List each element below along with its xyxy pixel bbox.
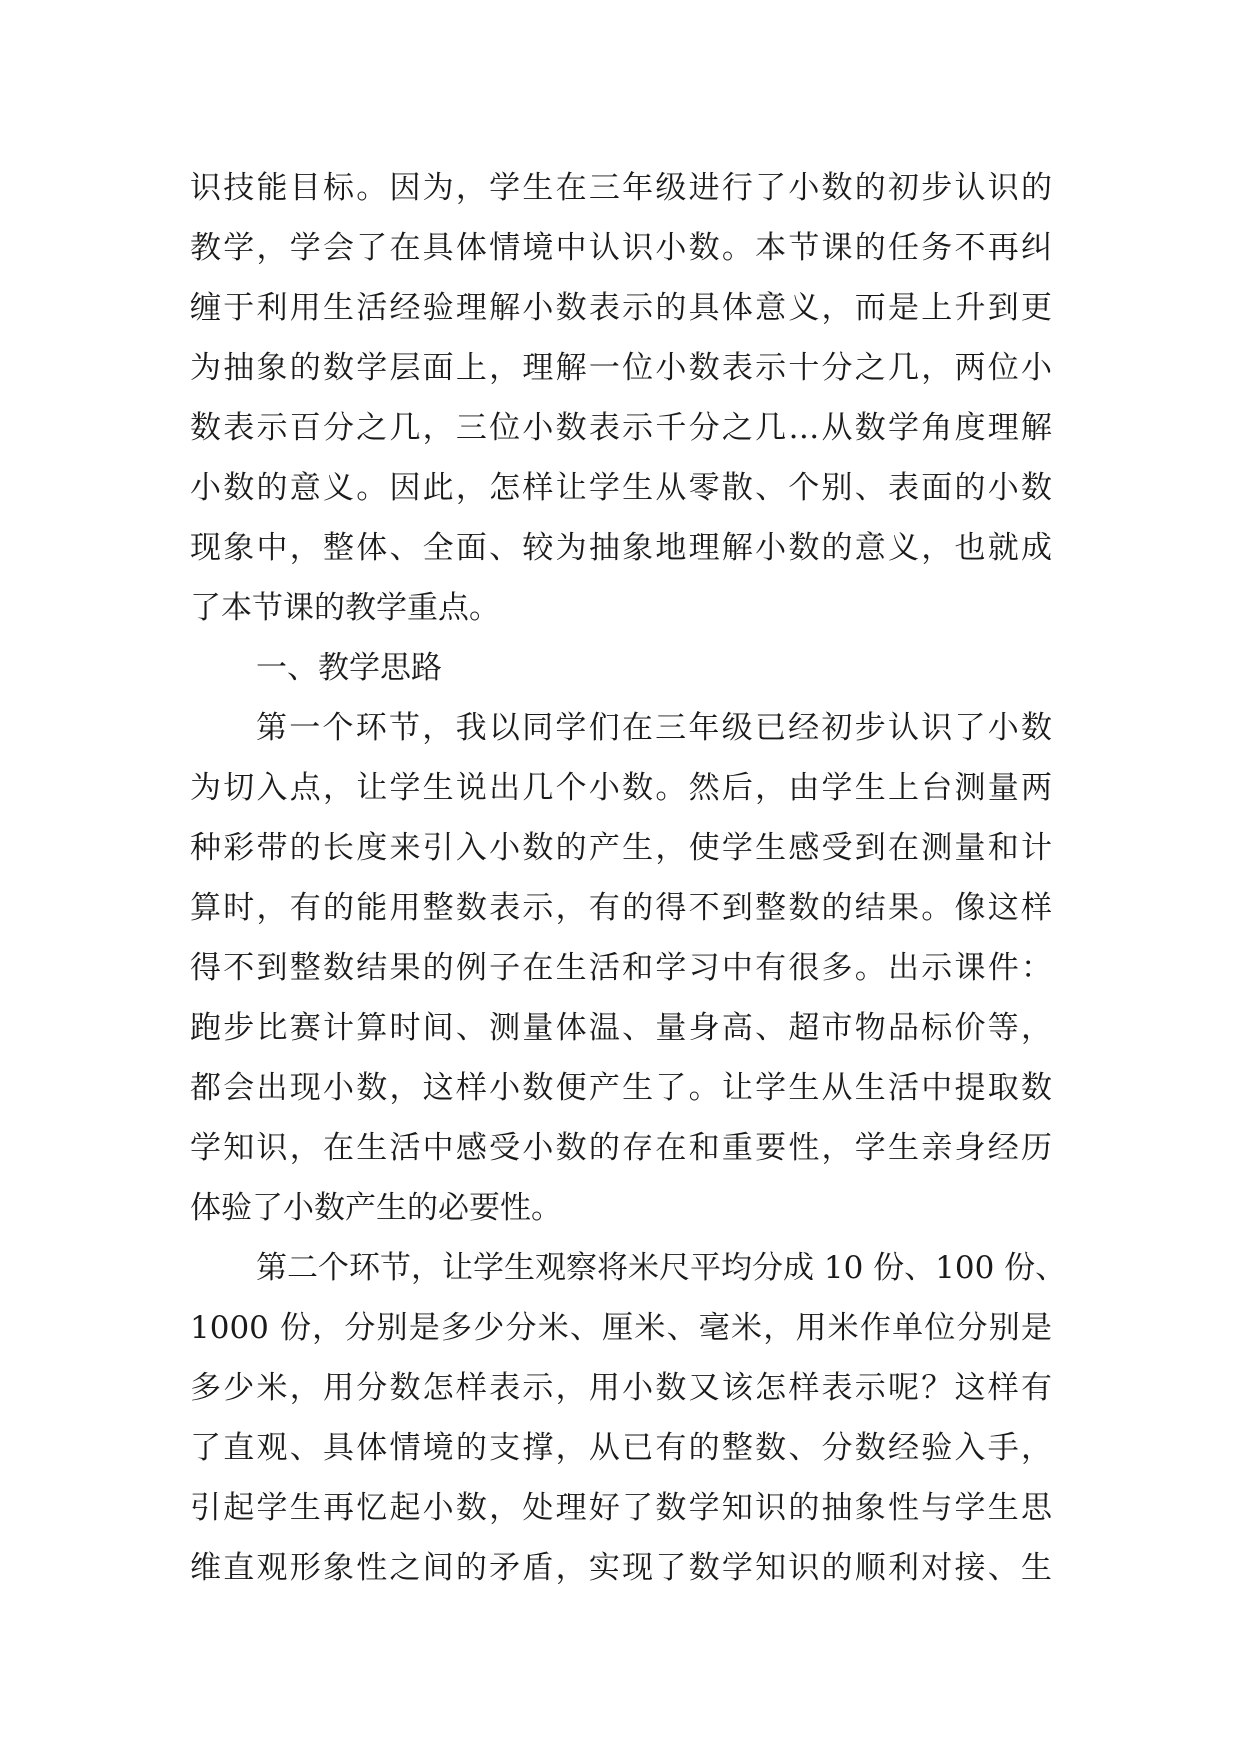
text-line: 了本节课的教学重点。 (190, 590, 500, 626)
paragraph-step-two (190, 1238, 1067, 1598)
paragraph-step-one (190, 698, 1052, 1238)
text-line: 数表示百分之几，三位小数表示千分之几…从数学角度理解 (190, 410, 1052, 446)
body-text (190, 158, 1067, 1598)
text-line: 了直观、具体情境的支撑，从已有的整数、分数经验入手， (190, 1430, 1052, 1466)
text-line: 为抽象的数学层面上，理解一位小数表示十分之几，两位小 (190, 350, 1052, 386)
text-line: 多少米，用分数怎样表示，用小数又该怎样表示呢？这样有 (190, 1370, 1052, 1406)
text-line: 都会出现小数，这样小数便产生了。让学生从生活中提取数 (190, 1070, 1052, 1106)
text-line: 算时，有的能用整数表示，有的得不到整数的结果。像这样 (190, 890, 1052, 926)
text-line: 引起学生再忆起小数，处理好了数学知识的抽象性与学生思 (190, 1490, 1052, 1526)
text-line: 得不到整数结果的例子在生活和学习中有很多。出示课件： (190, 950, 1052, 986)
paragraph-intro (190, 158, 1052, 638)
text-line: 识技能目标。因为，学生在三年级进行了小数的初步认识的 (190, 170, 1052, 206)
text-line: 教学，学会了在具体情境中认识小数。本节课的任务不再纠 (190, 230, 1052, 266)
heading-text: 一、教学思路 (256, 650, 442, 686)
text-line: 第二个环节，让学生观察将米尺平均分成 10 份、100 份、 (256, 1250, 1067, 1286)
text-line: 缠于利用生活经验理解小数表示的具体意义，而是上升到更 (190, 290, 1052, 326)
text-line: 种彩带的长度来引入小数的产生，使学生感受到在测量和计 (190, 830, 1052, 866)
text-line: 为切入点，让学生说出几个小数。然后，由学生上台测量两 (190, 770, 1052, 806)
text-line: 小数的意义。因此，怎样让学生从零散、个别、表面的小数 (190, 470, 1052, 506)
text-line: 体验了小数产生的必要性。 (190, 1190, 562, 1226)
text-line: 跑步比赛计算时间、测量体温、量身高、超市物品标价等， (190, 1010, 1052, 1046)
text-line: 学知识，在生活中感受小数的存在和重要性，学生亲身经历 (190, 1130, 1052, 1166)
section-heading (190, 638, 1052, 698)
text-line: 1000 份，分别是多少分米、厘米、毫米，用米作单位分别是 (190, 1310, 1052, 1346)
text-line: 第一个环节，我以同学们在三年级已经初步认识了小数 (256, 710, 1052, 746)
text-line: 现象中，整体、全面、较为抽象地理解小数的意义，也就成 (190, 530, 1052, 566)
text-line: 维直观形象性之间的矛盾，实现了数学知识的顺利对接、生 (190, 1550, 1052, 1586)
